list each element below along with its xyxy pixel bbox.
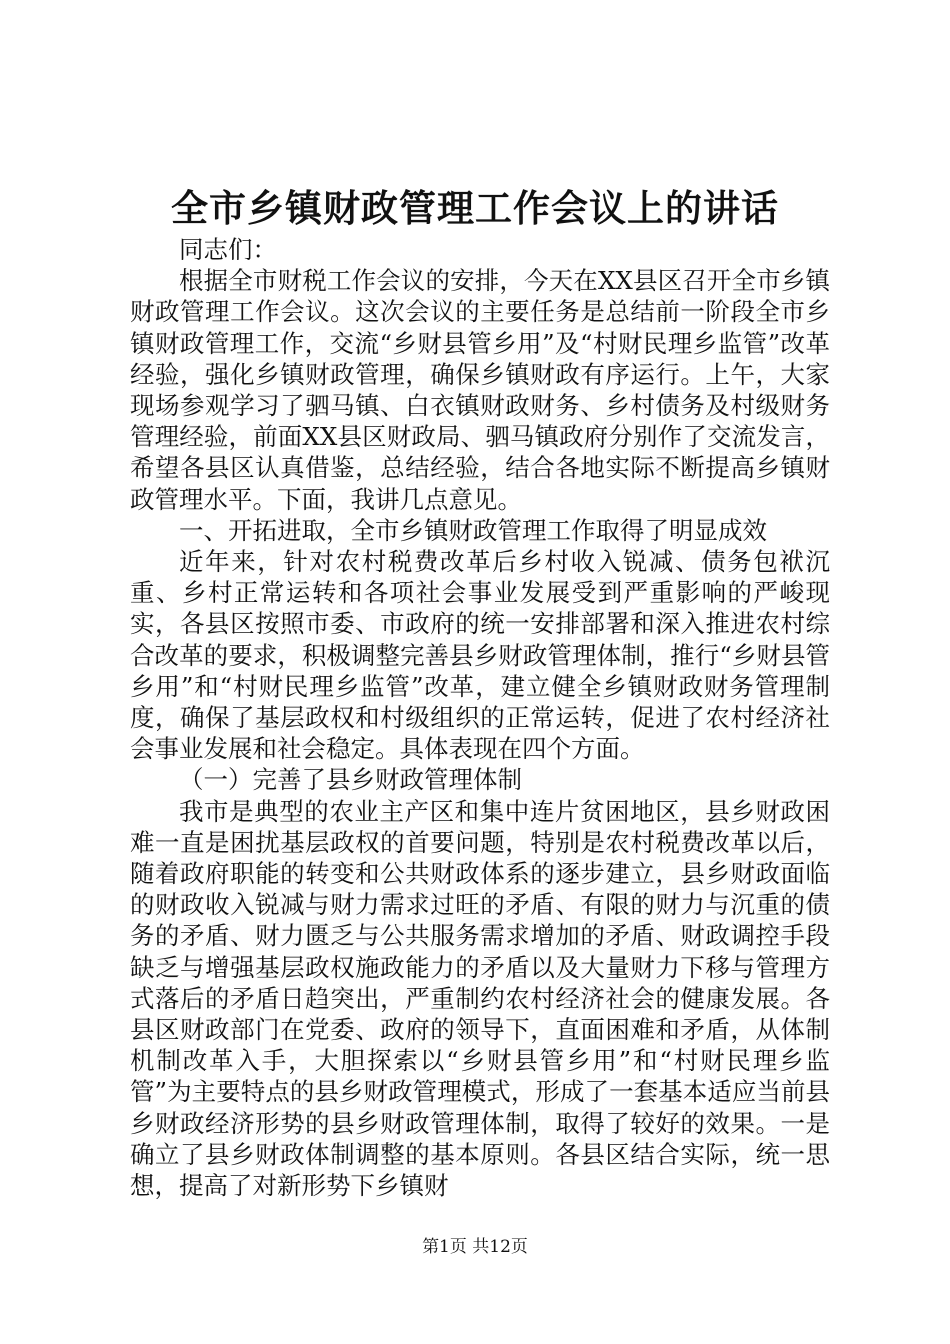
page-number: 第1页 共12页 — [422, 1237, 528, 1257]
salutation: 同志们： — [179, 235, 277, 264]
page-title: 全市乡镇财政管理工作会议上的讲话 — [171, 186, 779, 230]
document-body — [130, 234, 830, 1201]
paragraph-achievements: 近年来，针对农村税费改革后乡村收入锐减、债务包袱沉重、乡村正常运转和各项社会事业发展受到严重影响的严峻现实，各县区按照市委、市政府的统一安排部署和深入推进农村综合改革的要求，积极调整完善县乡财政管理体制，推行“乡财县管乡用”和“村财民理乡监管”改革，建立健全乡镇财政财务管理制度，确保了基层政权和村级组织的正常运转，促进了农村经济社会事业发展和社会稳定。具体表现在四个方面。 — [130, 547, 830, 764]
section-heading-1: 一、开拓进取，全市乡镇财政管理工作取得了明显成效 — [179, 515, 767, 545]
subsection-heading-1: （一）完善了县乡财政管理体制 — [179, 765, 522, 795]
paragraph-intro: 根据全市财税工作会议的安排，今天在XX县区召开全市乡镇财政管理工作会议。这次会议的主要任务是总结前一阶段全市乡镇财政管理工作，交流“乡财县管乡用”及“村财民理乡监管”改革经验，强化乡镇财政管理，确保乡镇财政有序运行。上午，大家现场参观学习了驷马镇、白衣镇财政财务、乡村债务及村级财务管理经验，前面XX县区财政局、驷马镇政府分别作了交流发言，希望各县区认真借鉴，总结经验，结合各地实际不断提高乡镇财政管理水平。下面，我讲几点意见。 — [130, 266, 830, 514]
paragraph-system: 我市是典型的农业主产区和集中连片贫困地区，县乡财政困难一直是困扰基层政权的首要问题，特别是农村税费改革以后，随着政府职能的转变和公共财政体系的逐步建立，县乡财政面临的财政收入锐减与财力需求过旺的矛盾、有限的财力与沉重的债务的矛盾、财力匮乏与公共服务需求增加的矛盾、财政调控手段缺乏与增强基层政权施政能力的矛盾以及大量财力下移与管理方式落后的矛盾日趋突出，严重制约农村经济社会的健康发展。各县区财政部门在党委、政府的领导下，直面困难和矛盾，从体制机制改革入手，大胆探索以“乡财县管乡用”和“村财民理乡监管”为主要特点的县乡财政管理模式，形成了一套基本适应当前县乡财政经济形势的县乡财政管理体制，取得了较好的效果。一是确立了县乡财政体制调整的基本原则。各县区结合实际，统一思想，提高了对新形势下乡镇财 — [130, 796, 830, 1201]
